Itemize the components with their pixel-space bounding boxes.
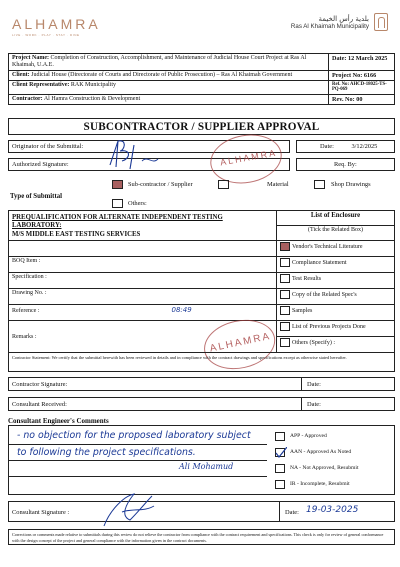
rak-municipality-logo xyxy=(291,13,388,31)
enclosure-item[interactable]: Others (Specify) : xyxy=(277,337,395,353)
submittal-date-field[interactable]: Date: 3/12/2025 xyxy=(296,140,395,153)
date-cell: Date: 12 March 2025 xyxy=(329,54,395,71)
brand-left-tag: LIVE · WORK · PLAY · STAY · DINE xyxy=(12,33,80,37)
company-stamp: ALHAMRA xyxy=(196,125,296,192)
sub-supplier-label: Sub-contractor / Supplier xyxy=(128,181,193,188)
project-info-table xyxy=(8,53,395,105)
boq-item-field[interactable]: BOQ Item : xyxy=(9,257,277,273)
form-title: SUBCONTRACTOR / SUPPLIER APPROVAL xyxy=(8,118,395,135)
contractor-signature-row[interactable]: Contractor Signature: Date: xyxy=(8,377,395,391)
project-name-cell: Project Name: Completion of Construction, Accomplishment, and Maintenance of Judicial House Court Project at Ras Al Khaimah, U.A.E. xyxy=(9,54,329,71)
enclosure-checkbox[interactable] xyxy=(280,258,290,267)
originator-signature-icon xyxy=(104,137,164,173)
enclosure-title: List of Enclosure xyxy=(277,211,395,226)
consultant-signature-row[interactable]: Consultant Signature : Date: 19-03-2025 xyxy=(8,501,395,522)
checkmark-icon xyxy=(275,447,287,458)
client-cell: Client: Judicial House (Directorate of Courts and Directorate of Public Prosecution) – Ras Al Khaimah Government xyxy=(9,70,329,80)
material-label: Material xyxy=(267,181,289,188)
enclosure-item[interactable]: Vendor's Technical Literature xyxy=(277,241,395,257)
sub-supplier-checkbox[interactable] xyxy=(112,180,123,189)
approval-checkbox-checked[interactable] xyxy=(275,448,285,457)
option-ir[interactable]: IR - Incomplete, Resubmit xyxy=(275,476,393,492)
brand-left: ALHAMRA xyxy=(12,16,101,32)
others-checkbox[interactable] xyxy=(112,199,123,208)
client-rep-cell: Client Representative: RAK Municipality xyxy=(9,80,329,94)
brand-right-english: Ras Al Khaimah Municipality xyxy=(290,22,369,30)
contractor-cell: Contractor: Al Hamra Construction & Development xyxy=(9,94,329,104)
comment-line-2: to following the project specifications. xyxy=(17,447,196,458)
shop-drawings-label: Shop Drawings xyxy=(331,181,371,188)
consultant-comments-box xyxy=(8,425,395,495)
consultant-received-row[interactable]: Consultant Received: Date: xyxy=(8,397,395,411)
enclosure-subtitle: (Tick the Related Box) xyxy=(277,226,395,241)
consultant-signature-icon xyxy=(100,490,160,530)
drawing-no-field[interactable]: Drawing No. : xyxy=(9,289,277,305)
contractor-statement: Contractor Statement: We certify that the submittal herewith has been reviewed in details and in compliance with the contract drawings and specifications except as otherwise stated hereafter. xyxy=(8,352,395,372)
alhamra-logo xyxy=(12,16,101,37)
enclosure-item[interactable]: List of Previous Projects Done xyxy=(277,321,395,337)
remarks-field[interactable]: Remarks : xyxy=(9,321,277,353)
consultant-comments-title: Consultant Engineer's Comments xyxy=(8,417,109,425)
footer-disclaimer: Corrections or comments made relative to submittals during this review do not relieve the contractor from compliance with the contract requirement and specifications. This check is only for review of general conformance with the design concept of the project and general compliance with the information given in the contract documents. xyxy=(8,529,395,545)
type-of-submittal-label: Type of Submittal xyxy=(10,193,62,200)
enclosure-item[interactable]: Copy of the Related Spec's xyxy=(277,289,395,305)
others-label: Others: xyxy=(128,200,147,207)
authorized-signature-field[interactable]: Authorized Signature: xyxy=(8,158,290,171)
brand-right-arabic: بلدية رأس الخيمة xyxy=(318,14,369,23)
approval-options xyxy=(275,428,393,492)
option-aan[interactable]: AAN - Approved As Noted xyxy=(275,444,393,460)
comment-line-1: - no objection for the proposed laboratory subject xyxy=(17,430,251,441)
option-app[interactable]: APP - Approved xyxy=(275,428,393,444)
enclosure-checkbox[interactable] xyxy=(280,290,290,299)
prequal-title-cell: PREQUALIFICATION FOR ALTERNATE INDEPENDENT TESTING LABORATORY: M/S MIDDLE EAST TESTING SERVICES xyxy=(9,211,277,241)
originator-field[interactable]: Originator of the Submittal: xyxy=(8,140,290,153)
specification-field[interactable]: Specification : xyxy=(9,273,277,289)
req-by-field[interactable]: Req. By: xyxy=(296,158,395,171)
ref-no-cell: Ref. No: AHCD-18025-TS-PQ-069 xyxy=(329,80,395,94)
enclosure-item[interactable]: Samples xyxy=(277,305,395,321)
approval-checkbox[interactable] xyxy=(275,480,285,489)
approval-checkbox[interactable] xyxy=(275,432,285,441)
municipality-emblem-icon xyxy=(374,13,388,31)
enclosure-checkbox[interactable] xyxy=(280,242,290,251)
enclosure-item[interactable]: Compliance Statement xyxy=(277,257,395,273)
consultant-name-signature: Ali Mohamud xyxy=(179,462,234,471)
rev-no-cell: Rev. No: 00 xyxy=(329,94,395,104)
enclosure-item[interactable]: Test Results xyxy=(277,273,395,289)
consultant-date-value: 19-03-2025 xyxy=(306,505,359,515)
reference-field[interactable]: Reference : 08:49 xyxy=(9,305,277,321)
approval-checkbox[interactable] xyxy=(275,464,285,473)
submittal-date-value: 3/12/2025 xyxy=(351,143,378,150)
shop-drawings-checkbox[interactable] xyxy=(314,180,325,189)
project-no-cell: Project No: 6166 xyxy=(329,70,395,80)
option-na[interactable]: NA - Not Approved, Resubmit xyxy=(275,460,393,476)
material-checkbox[interactable] xyxy=(218,180,229,189)
company-stamp-lower: ALHAMRA xyxy=(192,311,293,381)
enclosure-checkbox[interactable] xyxy=(280,274,290,283)
